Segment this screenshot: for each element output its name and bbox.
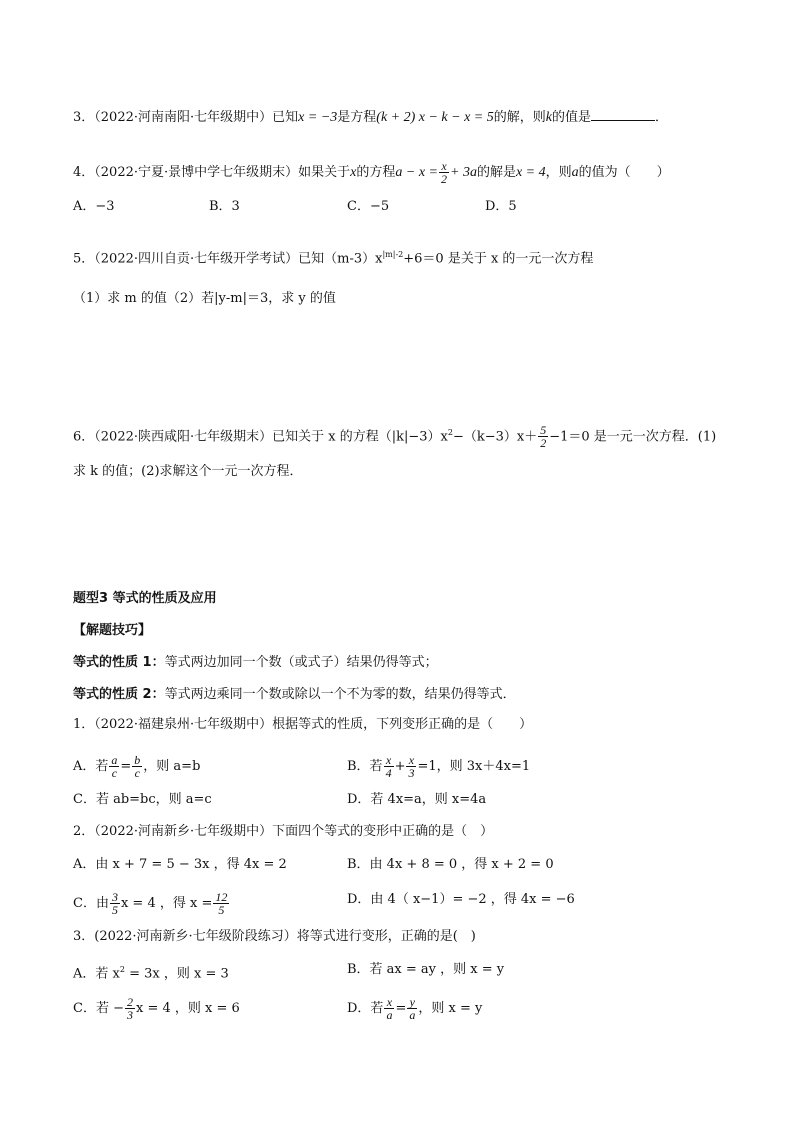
option-c: C．−5 (347, 199, 390, 214)
option-a (73, 754, 200, 779)
question-text: 的解是 (476, 165, 516, 180)
option-b: B．若 ax = ay ，则 x = y (347, 962, 505, 977)
property-label: 等式的性质 1： (73, 655, 165, 670)
question-text: −（k−3）x＋ (452, 429, 538, 445)
fraction (213, 891, 229, 916)
fraction-denominator: 2 (441, 172, 447, 186)
option-text: x = 4 ，得 x = (120, 896, 213, 911)
fraction (407, 996, 417, 1021)
section-title: 题型3 等式的性质及应用 (73, 591, 217, 606)
question-5-subparts: （1）求 m 的值（2）若|y-m|＝3，求 y 的值 (73, 291, 336, 306)
question-2-stem: 2．（2022·河南新乡·七年级期中）下面四个等式的变形中正确的是（ ） (73, 824, 494, 839)
option-d: D．5 (485, 199, 517, 214)
question-3-stem: 3．(2022·河南新乡·七年级阶段练习）将等式进行变形，正确的是( ) (73, 929, 476, 944)
question-3-equation-solution (73, 108, 668, 127)
question-number: 4． (73, 165, 95, 180)
exponent: 2 (447, 428, 453, 437)
option-text: = (120, 759, 132, 774)
option-d: D．若 4x=a，则 x=4a (347, 792, 487, 807)
math-expression: + 3a (450, 165, 477, 180)
fraction-denominator: a (386, 1008, 393, 1022)
fraction (406, 754, 416, 779)
fraction-denominator: 2 (540, 436, 547, 451)
question-text: 的值为（ ） (578, 165, 670, 180)
question-number: 5． (73, 251, 95, 267)
fraction (110, 891, 120, 916)
fraction (132, 754, 142, 779)
fraction-denominator: c (134, 766, 140, 780)
fraction (538, 424, 548, 449)
question-6-linear-equation (73, 424, 716, 449)
question-1-stem: 1．（2022·福建泉州·七年级期中）根据等式的性质，下列变形正确的是（ ） (73, 717, 533, 732)
option-text: = 3x ，则 x = 3 (124, 966, 229, 982)
option-text: ，则 x = y (418, 1001, 483, 1016)
question-text: ，则 (545, 165, 572, 180)
fraction-numerator: x (406, 754, 416, 767)
question-6-line-2: 求 k 的值；(2)求解这个一元一次方程． (73, 464, 303, 479)
fraction (384, 754, 394, 779)
question-source: （2022·四川自贡·七年级开学考试） (94, 251, 299, 267)
option-a (73, 961, 229, 983)
question-text: 是方程 (337, 110, 377, 125)
question-number: 6． (73, 429, 95, 445)
option-b: B．由 4x + 8 = 0 ，得 x + 2 = 0 (347, 857, 554, 872)
fraction-numerator: 12 (215, 890, 228, 904)
fraction (109, 754, 119, 779)
option-text: + (394, 759, 406, 774)
math-expression: x = −3 (298, 110, 338, 125)
option-d: D．由 4（ x−1）= −2 ，得 4x = −6 (347, 892, 575, 907)
option-text: A．若 (73, 759, 109, 774)
property-label: 等式的性质 2： (73, 687, 165, 702)
option-b: B．3 (209, 199, 240, 214)
math-expression: x = 4 (515, 165, 546, 180)
property-2 (73, 686, 516, 704)
option-c (73, 891, 230, 916)
question-text: −1＝0 是一元一次方程．(1) (549, 429, 717, 445)
fraction-denominator: 5 (218, 903, 225, 917)
option-text: A．若 x (73, 966, 120, 982)
question-text: +6＝0 是关于 x 的一元一次方程 (403, 251, 594, 267)
fraction-denominator: 3 (126, 1008, 133, 1022)
math-variable: a (571, 165, 579, 180)
option-d (347, 996, 482, 1021)
fraction-denominator: 5 (111, 903, 118, 917)
property-text: 等式两边乘同一个数或除以一个不为零的数，结果仍得等式． (164, 687, 516, 702)
question-number: 3． (73, 110, 95, 125)
question-text: ． (655, 110, 669, 125)
question-text: 的解，则 (493, 110, 546, 125)
answer-blank (591, 108, 655, 121)
option-text: ，则 a=b (143, 759, 201, 774)
option-b (347, 754, 530, 779)
option-text: = (395, 1001, 407, 1016)
option-text: =1，则 3x＋4x=1 (417, 759, 531, 774)
fraction-numerator: a (111, 753, 118, 767)
fraction-numerator: 3 (111, 890, 118, 904)
property-text: 等式两边加同一个数（或式子）结果仍得等式； (164, 655, 438, 670)
exponent: |m|-2 (382, 250, 404, 259)
fraction-numerator: b (134, 753, 141, 767)
question-text: 已知 (272, 110, 299, 125)
question-text: 如果关于 (298, 165, 351, 180)
question-5-linear-equation (73, 246, 593, 268)
fraction (439, 160, 449, 185)
fraction-denominator: a (409, 1008, 416, 1022)
question-text: 已知关于 x 的方程（|k|−3）x (272, 429, 448, 445)
fraction-numerator: x (384, 754, 394, 767)
question-text: 已知（m-3）x (298, 251, 383, 267)
exponent: 2 (119, 965, 125, 974)
option-c (73, 996, 240, 1021)
option-text: B．若 (347, 759, 383, 774)
option-text: x = 4 ，则 x = 6 (135, 1001, 240, 1016)
fraction-denominator: 3 (408, 766, 415, 780)
fraction-denominator: c (111, 766, 118, 780)
fraction-denominator: 4 (385, 766, 392, 780)
tips-heading: 【解题技巧】 (73, 623, 152, 638)
math-expression: (k + 2) x − k − x = 5 (376, 110, 494, 125)
question-text: 的方程 (356, 165, 396, 180)
math-expression: a − x = (395, 165, 438, 180)
question-text: 的值是 (551, 110, 591, 125)
question-source: （2022·河南南阳·七年级期中） (94, 110, 273, 125)
option-text: C．由 (73, 896, 109, 911)
fraction-numerator: 5 (540, 423, 547, 438)
option-text: D．若 (347, 1001, 384, 1016)
fraction (125, 996, 135, 1021)
math-variable: k (545, 110, 552, 125)
option-a: A．由 x + 7 = 5 − 3x ，得 4x = 2 (73, 857, 287, 872)
fraction-numerator: x (439, 160, 449, 173)
question-source: （2022·陕西咸阳·七年级期末） (94, 429, 273, 445)
question-source: （2022·宁夏·景博中学七年级期末） (94, 165, 299, 180)
fraction (384, 996, 394, 1021)
option-a: A．−3 (73, 199, 115, 214)
option-text: C．若 − (73, 1001, 124, 1016)
property-1 (73, 654, 438, 672)
fraction-numerator: y (407, 996, 417, 1009)
option-c: C．若 ab=bc，则 a=c (73, 792, 212, 807)
fraction-numerator: x (384, 996, 394, 1009)
question-4-solve-for-a (73, 160, 670, 185)
fraction-numerator: 2 (126, 995, 133, 1009)
math-variable: x (350, 165, 357, 180)
